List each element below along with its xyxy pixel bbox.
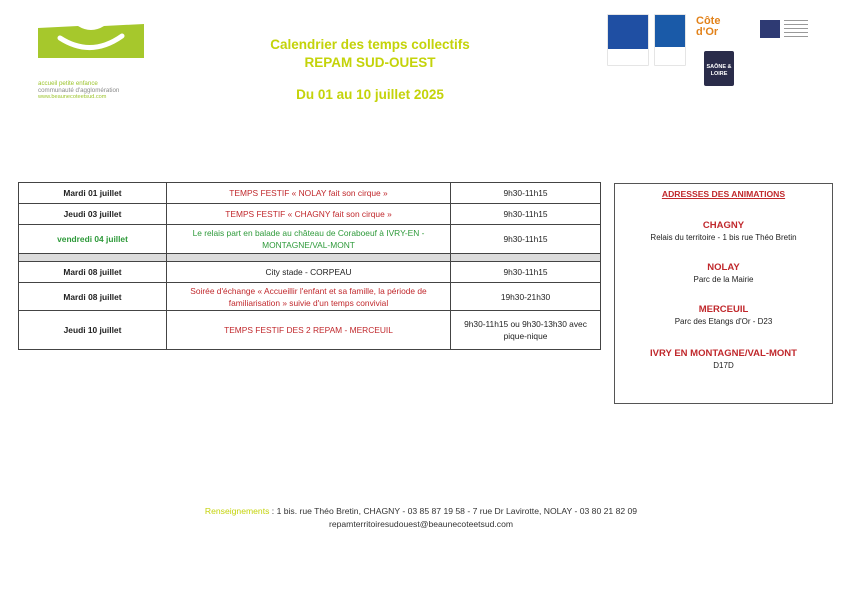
address-item [615, 220, 832, 243]
schedule-table [18, 182, 601, 350]
event-date: Mardi 01 juillet [19, 183, 167, 204]
event-title: Soirée d'échange « Accueillir l'enfant et sa famille, la période de familiarisation » suivie d'un temps convivial [167, 283, 451, 311]
table-row [19, 225, 601, 254]
logo-text-line2: communauté d'agglomération [38, 87, 120, 94]
event-title: TEMPS FESTIF « CHAGNY fait son cirque » [167, 204, 451, 225]
address-place: Parc de la Mairie [693, 275, 754, 284]
associations-familiales-caf-logo [607, 14, 649, 66]
addresses-panel [614, 183, 833, 404]
cote-dor-logo: Côte d'Or [696, 15, 721, 38]
logo-website: www.beaunecoteetsud.com [38, 94, 107, 100]
msa-logo [760, 18, 808, 48]
address-town: NOLAY [707, 262, 740, 273]
address-item [615, 262, 832, 285]
event-date: Jeudi 03 juillet [19, 204, 167, 225]
event-time: 9h30-11h15 [451, 183, 601, 204]
footer-info: : 1 bis. rue Théo Bretin, CHAGNY - 03 85 87 19 58 - 7 rue Dr Lavirotte, NOLAY - 03 80 21 82 09 [269, 506, 638, 516]
event-date: Mardi 08 juillet [19, 283, 167, 311]
table-row [19, 311, 601, 350]
table-row [19, 262, 601, 283]
address-place: Relais du territoire - 1 bis rue Théo Bretin [650, 233, 797, 242]
address-item [615, 348, 832, 371]
event-time: 9h30-11h15 [451, 225, 601, 254]
event-date: Mardi 08 juillet [19, 262, 167, 283]
logo-text-line1: accueil petite enfance [38, 80, 98, 87]
table-divider [19, 254, 601, 262]
event-title: City stade - CORPEAU [167, 262, 451, 283]
footer-label: Renseignements [204, 506, 270, 516]
address-town: CHAGNY [702, 220, 745, 231]
table-row [19, 204, 601, 225]
event-time: 9h30-11h15 [451, 204, 601, 225]
event-title: TEMPS FESTIF « NOLAY fait son cirque » [167, 183, 451, 204]
event-title: Le relais part en balade au château de Coraboeuf à IVRY-EN -MONTAGNE/VAL-MONT [167, 225, 451, 254]
address-place: D17D [713, 361, 734, 370]
event-title: TEMPS FESTIF DES 2 REPAM - MERCEUIL [167, 311, 451, 350]
event-time: 9h30-11h15 ou 9h30-13h30 avec pique-nique [451, 311, 601, 350]
table-row [19, 283, 601, 311]
event-time: 9h30-11h15 [451, 262, 601, 283]
table-row [19, 183, 601, 204]
saone-et-loire-logo: SAÔNE & LOIRE [704, 51, 734, 86]
address-town: MERCEUIL [698, 304, 749, 315]
logo-mark-icon [38, 24, 144, 58]
address-place: Parc des Etangs d'Or - D23 [674, 317, 773, 326]
address-item [615, 304, 832, 327]
event-date: Jeudi 10 juillet [19, 311, 167, 350]
footer-contact [0, 505, 842, 531]
address-town: IVRY EN MONTAGNE/VAL-MONT [650, 348, 797, 359]
page-title-block [250, 36, 490, 104]
page-title: Calendrier des temps collectifs [270, 37, 470, 52]
footer-email[interactable]: repamterritoiresudouest@beaunecoteetsud.com [328, 519, 514, 529]
addresses-title: ADRESSES DES ANIMATIONS [661, 189, 786, 199]
date-range: Du 01 au 10 juillet 2025 [296, 87, 444, 102]
caf-cote-dor-logo [654, 14, 686, 66]
page-subtitle: REPAM SUD-OUEST [304, 55, 436, 70]
event-time: 19h30-21h30 [451, 283, 601, 311]
agglomeration-logo [36, 24, 156, 100]
footer-line [0, 505, 842, 518]
event-date: vendredi 04 juillet [19, 225, 167, 254]
